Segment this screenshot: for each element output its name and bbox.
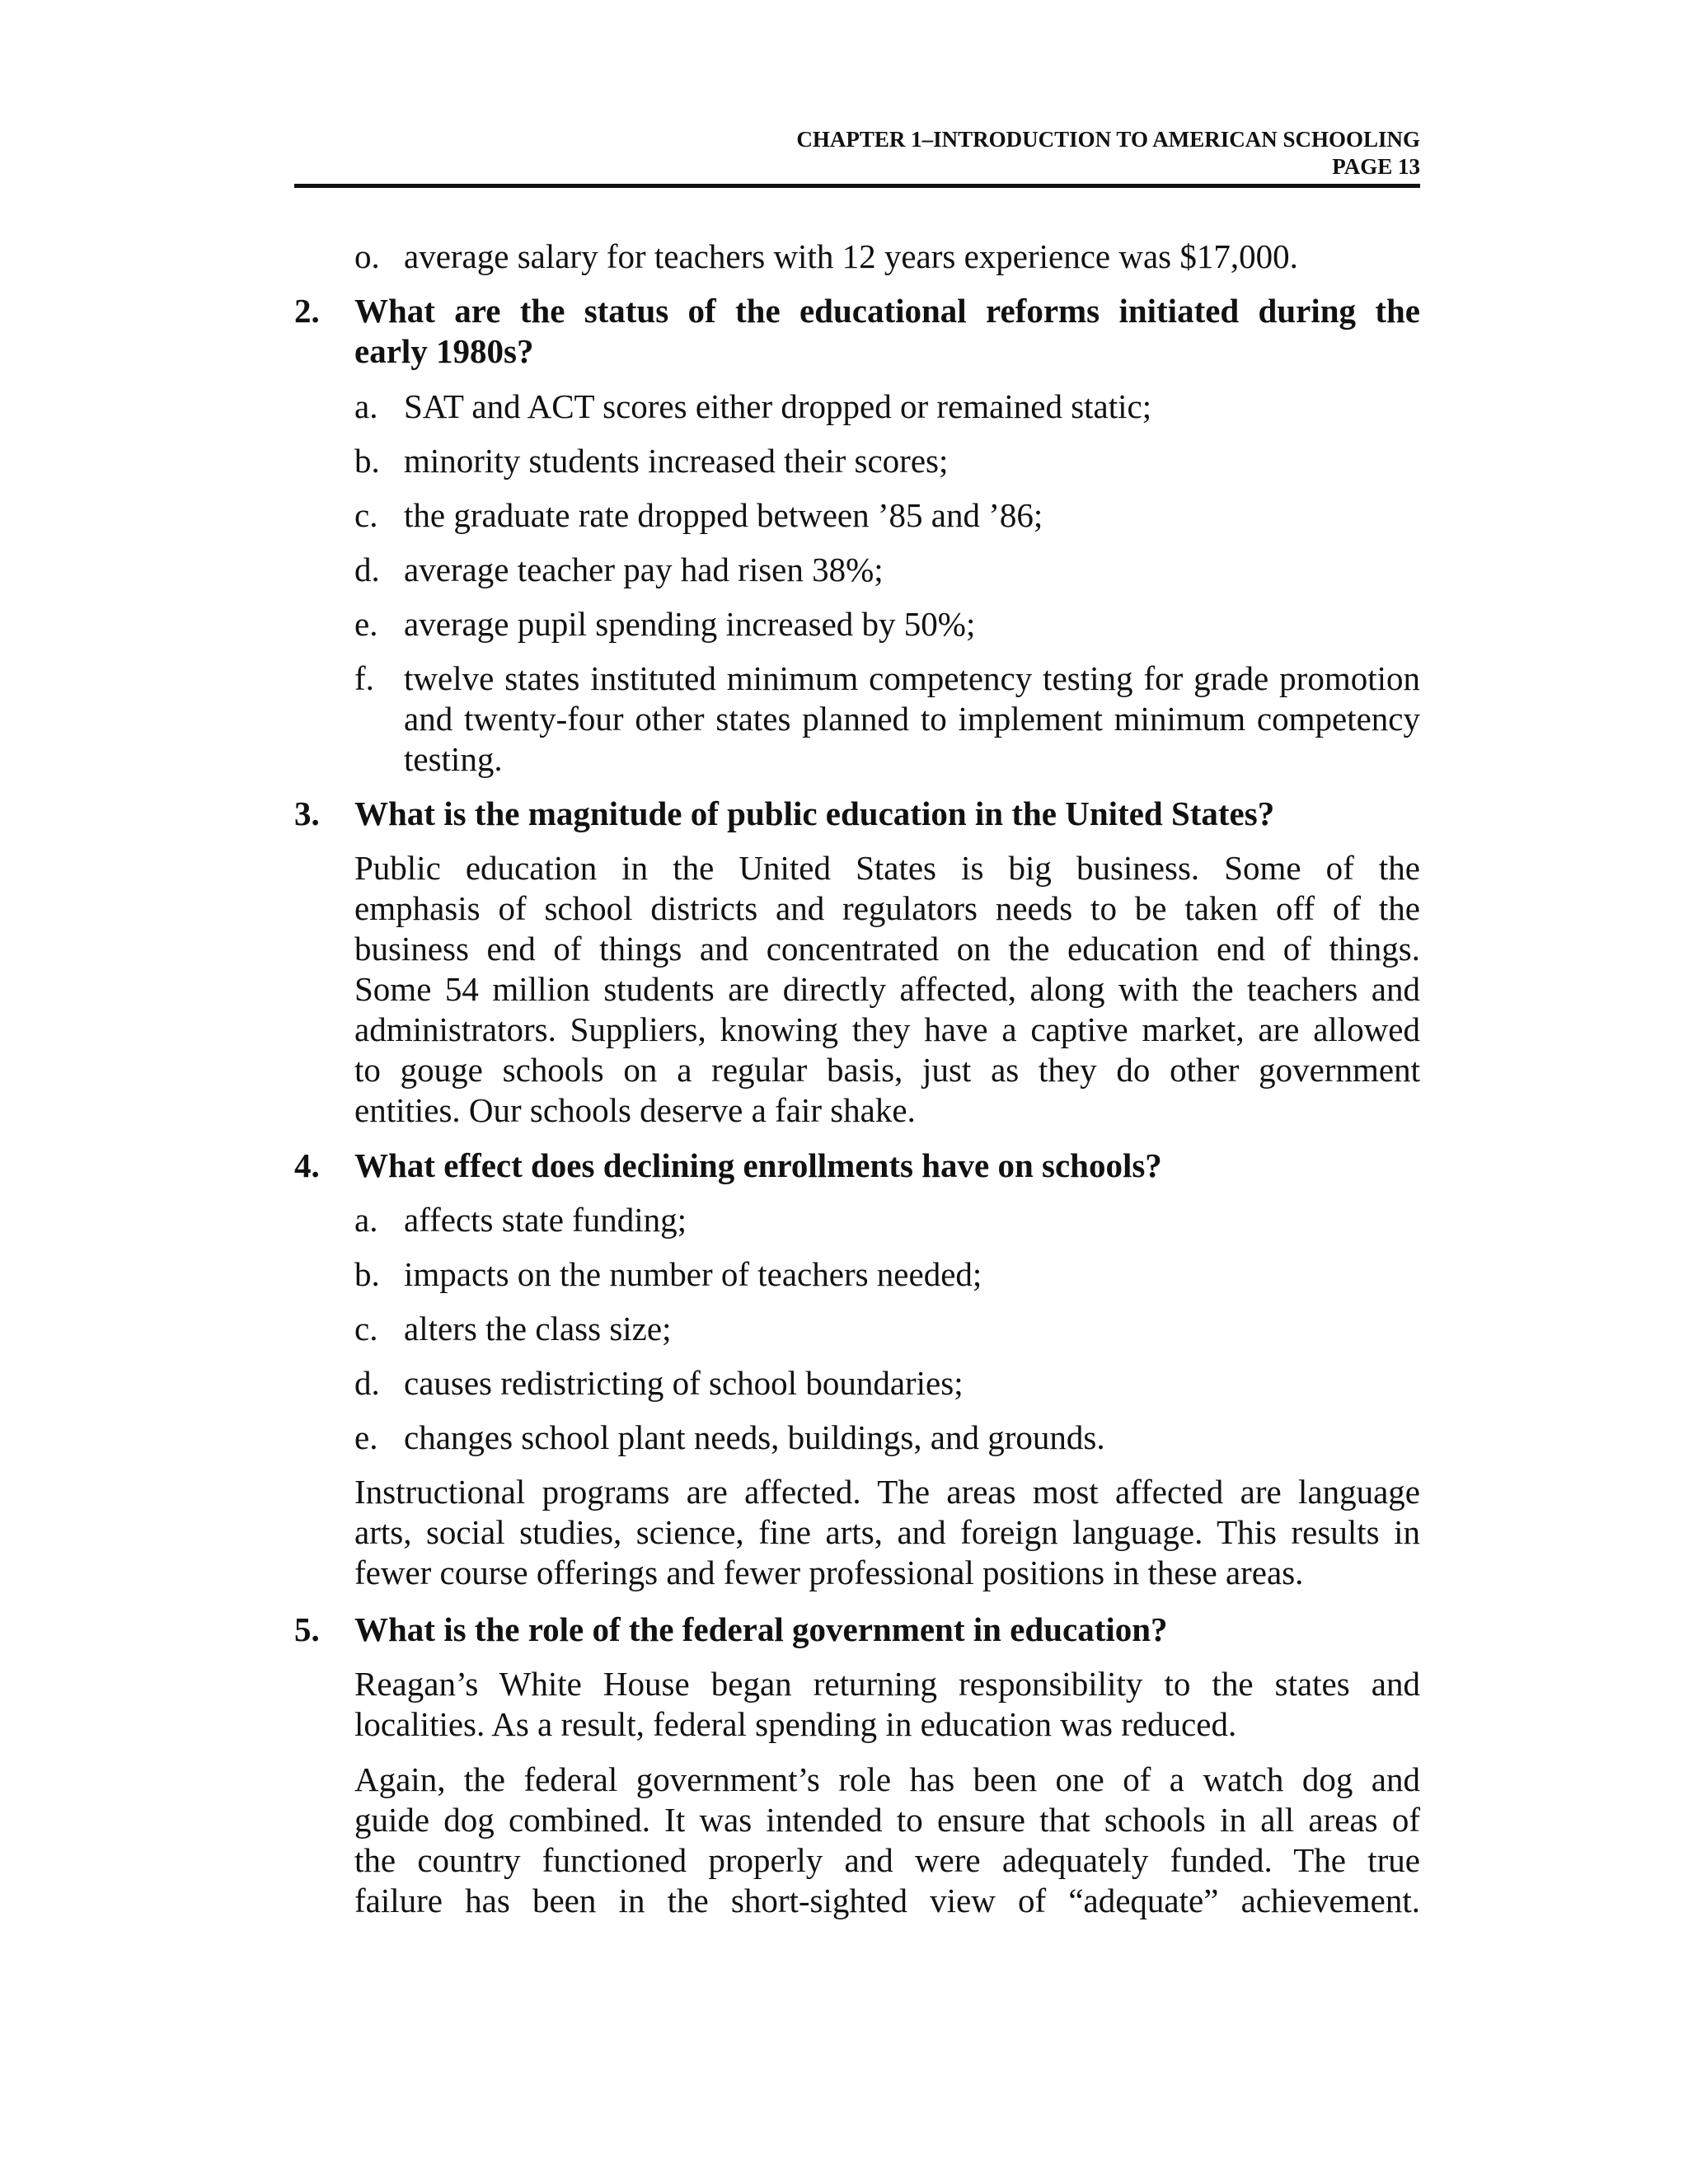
paragraph-line: Instructional programs are affected. The areas most affected are language <box>354 1473 1420 1511</box>
list-item-text: changes school plant needs, buildings, and grounds. <box>404 1418 1105 1456</box>
chapter-title: CHAPTER 1–INTRODUCTION TO AMERICAN SCHOOLING <box>796 127 1420 152</box>
paragraph-line: administrators. Suppliers, knowing they have a captive market, are allowed <box>354 1010 1420 1048</box>
paragraph-line: fewer course offerings and fewer professional positions in these areas. <box>354 1554 1304 1591</box>
list-item-text: affects state funding; <box>404 1201 687 1239</box>
item-label: e. <box>354 1418 378 1456</box>
paragraph-line: failure has been in the short-sighted view of “adequate” achievement. <box>354 1882 1420 1919</box>
paragraph-line: entities. Our schools deserve a fair shake. <box>354 1091 916 1129</box>
item-label: c. <box>354 496 378 534</box>
question-number: 4. <box>294 1146 320 1184</box>
paragraph-line: the country functioned properly and were adequately funded. The true <box>354 1841 1420 1879</box>
paragraph-line: guide dog combined. It was intended to ensure that schools in all areas of <box>354 1801 1420 1839</box>
item-label: f. <box>354 659 374 697</box>
paragraph-line: Reagan’s White House began returning responsibility to the states and <box>354 1665 1420 1703</box>
question-number: 5. <box>294 1610 320 1648</box>
header-rule <box>294 184 1420 188</box>
list-item-text: alters the class size; <box>404 1310 672 1347</box>
item-label: c. <box>354 1310 378 1347</box>
question-heading: What is the role of the federal government in education? <box>354 1610 1168 1648</box>
list-item-text: SAT and ACT scores either dropped or remained static; <box>404 387 1152 425</box>
list-item-text: impacts on the number of teachers needed; <box>404 1255 982 1293</box>
list-item-text: causes redistricting of school boundaries; <box>404 1364 964 1402</box>
question-heading: What is the magnitude of public education in the United States? <box>354 794 1275 832</box>
paragraph-line: business end of things and concentrated on the education end of things. <box>354 930 1420 968</box>
paragraph-line: arts, social studies, science, fine arts, and foreign language. This results in <box>354 1513 1420 1551</box>
list-item-text: minority students increased their scores; <box>404 442 949 480</box>
question-heading: What are the status of the educational reforms initiated during the <box>354 292 1420 330</box>
list-item-text: average pupil spending increased by 50%; <box>404 605 976 643</box>
page-header <box>294 126 1420 180</box>
item-label: b. <box>354 1255 380 1293</box>
item-label: e. <box>354 605 378 643</box>
paragraph-line: localities. As a result, federal spending in education was reduced. <box>354 1705 1237 1743</box>
list-item-text: testing. <box>404 740 503 778</box>
list-item-text: average teacher pay had risen 38%; <box>404 551 884 588</box>
paragraph-line: Some 54 million students are directly affected, along with the teachers and <box>354 970 1420 1008</box>
paragraph-line: Again, the federal government’s role has been one of a watch dog and <box>354 1760 1420 1798</box>
list-item-text: the graduate rate dropped between ’85 and ’86; <box>404 496 1043 534</box>
item-label: a. <box>354 387 378 425</box>
list-item-text: twelve states instituted minimum competency testing for grade promotion <box>404 659 1420 697</box>
item-label: d. <box>354 551 380 588</box>
list-item-text: and twenty-four other states planned to implement minimum competency <box>404 700 1420 738</box>
list-item-text: average salary for teachers with 12 years experience was $17,000. <box>404 237 1298 275</box>
item-label: a. <box>354 1201 378 1239</box>
question-heading-cont: early 1980s? <box>354 332 534 370</box>
item-label: o. <box>354 237 380 275</box>
question-number: 2. <box>294 292 320 330</box>
item-label: d. <box>354 1364 380 1402</box>
paragraph-line: emphasis of school districts and regulators needs to be taken off of the <box>354 889 1420 927</box>
item-label: b. <box>354 442 380 480</box>
page-number: PAGE 13 <box>1332 154 1420 179</box>
question-number: 3. <box>294 794 320 832</box>
paragraph-line: Public education in the United States is big business. Some of the <box>354 849 1420 887</box>
paragraph-line: to gouge schools on a regular basis, just as they do other government <box>354 1051 1420 1089</box>
question-heading: What effect does declining enrollments have on schools? <box>354 1146 1162 1184</box>
